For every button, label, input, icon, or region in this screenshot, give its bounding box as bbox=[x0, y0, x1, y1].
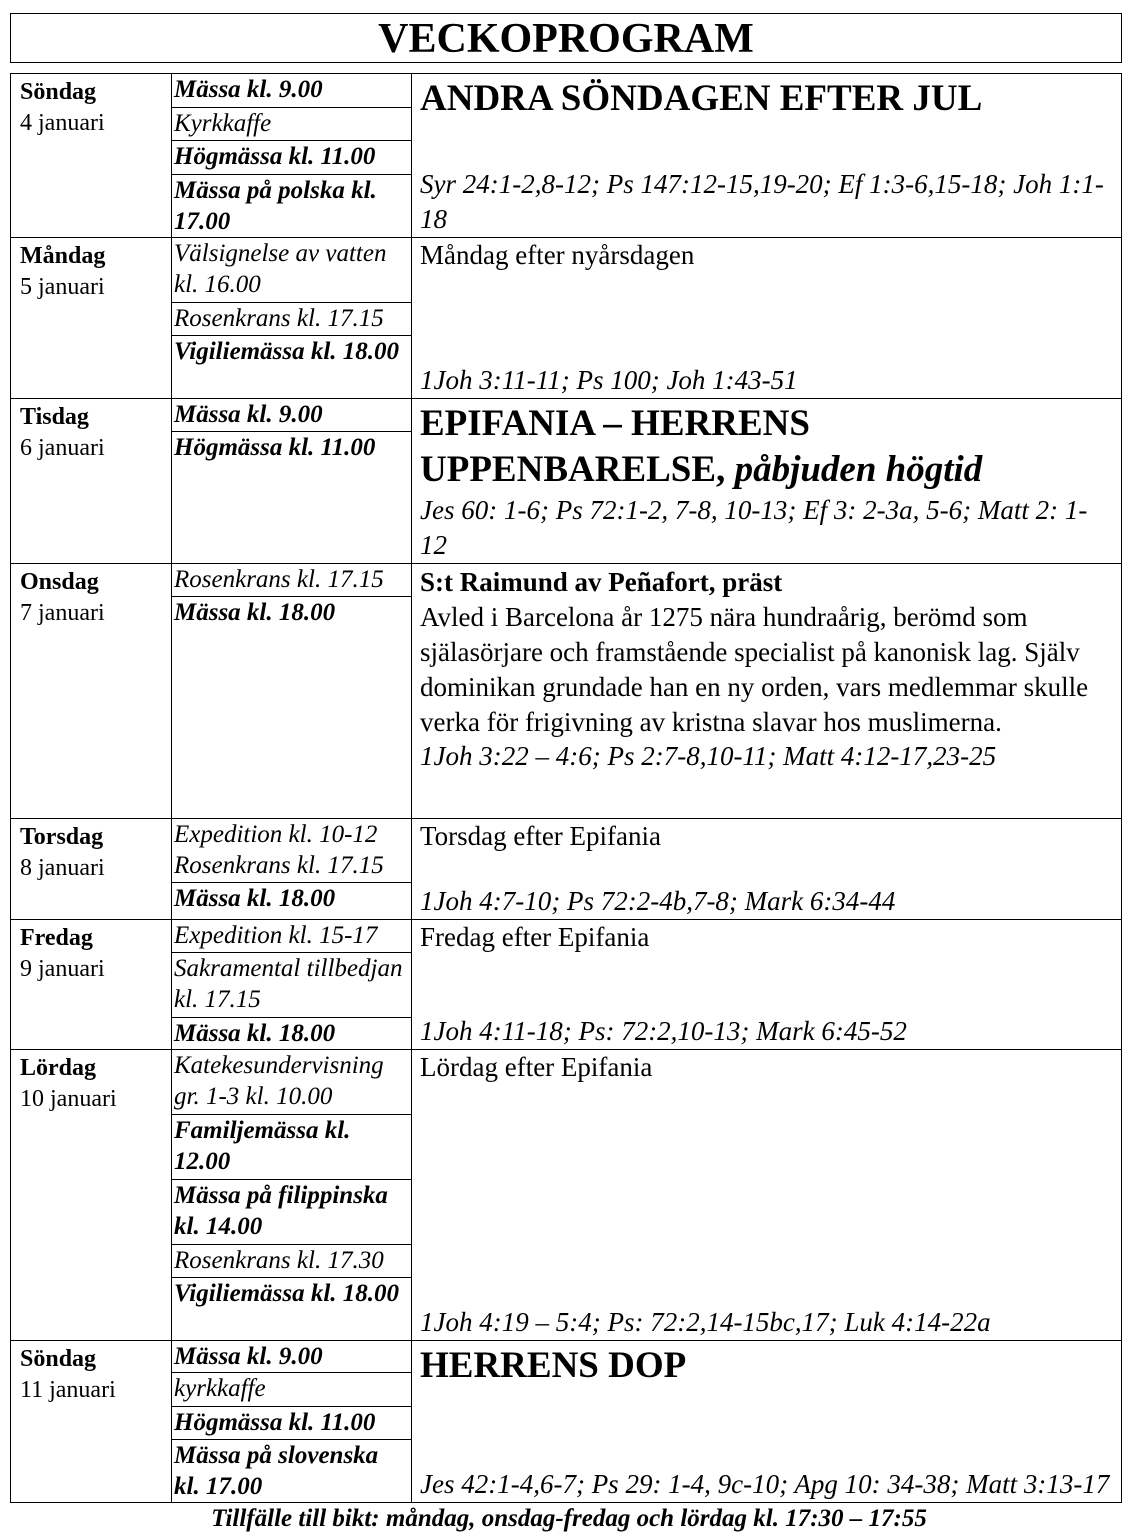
event-item: Kyrkkaffe bbox=[172, 108, 411, 142]
liturgy-cell bbox=[412, 74, 1121, 237]
event-item: Sakramental tillbedjan kl. 17.15 bbox=[172, 953, 411, 1018]
event-item: Mässa kl. 9.00 bbox=[172, 74, 411, 108]
day-row bbox=[10, 563, 1122, 818]
day-cell bbox=[11, 399, 172, 563]
event-item: Mässa på polska kl. 17.00 bbox=[174, 177, 377, 236]
liturgy-heading: Torsdag efter Epifania bbox=[420, 821, 661, 851]
day-name: Tisdag bbox=[20, 404, 89, 430]
day-name: Söndag bbox=[20, 1346, 97, 1372]
events-cell bbox=[172, 1050, 412, 1340]
day-cell bbox=[11, 1341, 172, 1502]
readings: Syr 24:1-2,8-12; Ps 147:12-15,19-20; Ef 1:3-6,15-18; Joh 1:1-18 bbox=[420, 169, 1104, 234]
events-cell bbox=[172, 564, 412, 818]
day-name: Lördag bbox=[20, 1055, 97, 1081]
day-row bbox=[10, 1049, 1122, 1340]
event-item: Mässa kl. 18.00 bbox=[174, 885, 336, 912]
day-row bbox=[10, 818, 1122, 919]
event-item: Mässa kl. 18.00 bbox=[174, 1020, 336, 1047]
liturgy-heading: Måndag efter nyårsdagen bbox=[420, 240, 695, 270]
event-item: Rosenkrans kl. 17.15 bbox=[172, 303, 411, 336]
day-name: Måndag bbox=[20, 243, 106, 269]
day-date: 9 januari bbox=[20, 956, 105, 982]
events-cell bbox=[172, 819, 412, 919]
event-item: Expedition kl. 10-12 bbox=[174, 821, 378, 848]
liturgy-cell bbox=[412, 819, 1121, 919]
liturgy-heading: ANDRA SÖNDAGEN EFTER JUL bbox=[420, 78, 983, 119]
event-item: Högmässa kl. 11.00 bbox=[172, 141, 411, 175]
day-date: 6 januari bbox=[20, 435, 105, 461]
day-date: 4 januari bbox=[20, 110, 105, 136]
day-row bbox=[10, 73, 1122, 237]
day-name: Torsdag bbox=[20, 824, 104, 850]
event-item: Rosenkrans kl. 17.30 bbox=[172, 1245, 411, 1278]
day-cell bbox=[11, 238, 172, 398]
event-item: Katekesundervisning gr. 1-3 kl. 10.00 bbox=[172, 1050, 411, 1115]
events-cell bbox=[172, 1341, 412, 1502]
heading-suffix: påbjuden högtid bbox=[734, 449, 983, 490]
event-item: Högmässa kl. 11.00 bbox=[174, 434, 376, 461]
events-cell bbox=[172, 238, 412, 398]
liturgy-heading: Fredag efter Epifania bbox=[420, 922, 650, 952]
day-name: Fredag bbox=[20, 925, 93, 951]
day-date: 11 januari bbox=[20, 1377, 116, 1403]
day-name: Onsdag bbox=[20, 569, 99, 595]
event-item: Mässa på slovenska kl. 17.00 bbox=[174, 1442, 379, 1500]
events-cell bbox=[172, 399, 412, 563]
heading-main: EPIFANIA – HERRENS UPPENBARELSE, bbox=[420, 403, 810, 490]
day-row bbox=[10, 398, 1122, 563]
saint-description: Avled i Barcelona år 1275 nära hundraårig, berömd som själasörjare och framstående specialist på kanonisk lag. Själv dominikan grundade han en ny orden, vars medlemmar skulle verka för frigivning av kristna slavar hos muslimerna. bbox=[420, 602, 1089, 737]
events-cell bbox=[172, 74, 412, 237]
readings: 1Joh 4:7-10; Ps 72:2-4b,7-8; Mark 6:34-44 bbox=[420, 886, 896, 916]
event-item: Välsignelse av vatten kl. 16.00 bbox=[172, 238, 411, 303]
day-cell bbox=[11, 819, 172, 919]
confession-note: Tillfälle till bikt: måndag, onsdag-fredag och lördag kl. 17:30 – 17:55 bbox=[211, 1505, 927, 1532]
readings: 1Joh 4:19 – 5:4; Ps: 72:2,14-15bc,17; Luk 4:14-22a bbox=[420, 1307, 991, 1337]
event-item: kyrkkaffe bbox=[172, 1373, 411, 1406]
readings: 1Joh 4:11-18; Ps: 72:2,10-13; Mark 6:45-52 bbox=[420, 1016, 907, 1046]
page-title: VECKOPROGRAM bbox=[10, 13, 1122, 63]
liturgy-heading bbox=[420, 399, 1113, 493]
event-item: Expedition kl. 15-17 bbox=[172, 920, 411, 953]
liturgy-cell bbox=[412, 1050, 1121, 1340]
event-item: Mässa kl. 9.00 bbox=[172, 399, 411, 432]
readings: 1Joh 3:11-11; Ps 100; Joh 1:43-51 bbox=[420, 365, 798, 395]
readings: 1Joh 3:22 – 4:6; Ps 2:7-8,10-11; Matt 4:12-17,23-25 bbox=[420, 741, 997, 771]
day-row bbox=[10, 1340, 1122, 1503]
day-name: Söndag bbox=[20, 79, 97, 105]
liturgy-cell bbox=[412, 238, 1121, 398]
liturgy-cell bbox=[412, 1341, 1121, 1502]
day-row bbox=[10, 919, 1122, 1049]
event-item: Mässa på filippinska kl. 14.00 bbox=[172, 1180, 411, 1245]
event-item: Mässa kl. 9.00 bbox=[172, 1341, 411, 1373]
day-cell bbox=[11, 564, 172, 818]
event-item: Rosenkrans kl. 17.15 bbox=[172, 850, 411, 883]
event-item: Vigiliemässa kl. 18.00 bbox=[174, 338, 400, 365]
events-cell bbox=[172, 920, 412, 1049]
liturgy-heading: S:t Raimund av Peñafort, präst bbox=[420, 567, 783, 597]
event-item: Mässa kl. 18.00 bbox=[174, 599, 336, 626]
event-item: Rosenkrans kl. 17.15 bbox=[172, 564, 411, 597]
day-date: 5 januari bbox=[20, 274, 105, 300]
day-cell bbox=[11, 920, 172, 1049]
day-date: 10 januari bbox=[20, 1086, 117, 1112]
day-cell bbox=[11, 74, 172, 237]
liturgy-cell bbox=[412, 564, 1121, 818]
readings: Jes 60: 1-6; Ps 72:1-2, 7-8, 10-13; Ef 3: 2-3a, 5-6; Matt 2: 1-12 bbox=[420, 495, 1088, 560]
event-item: Högmässa kl. 11.00 bbox=[172, 1407, 411, 1440]
day-date: 7 januari bbox=[20, 600, 105, 626]
day-date: 8 januari bbox=[20, 855, 105, 881]
readings: Jes 42:1-4,6-7; Ps 29: 1-4, 9c-10; Apg 10: 34-38; Matt 3:13-17 bbox=[420, 1469, 1110, 1499]
liturgy-cell bbox=[412, 920, 1121, 1049]
event-item: Vigiliemässa kl. 18.00 bbox=[174, 1280, 400, 1307]
event-item: Familjemässa kl. 12.00 bbox=[172, 1115, 411, 1180]
liturgy-heading: Lördag efter Epifania bbox=[420, 1052, 653, 1082]
day-row bbox=[10, 237, 1122, 398]
liturgy-heading: HERRENS DOP bbox=[420, 1345, 687, 1386]
day-cell bbox=[11, 1050, 172, 1340]
liturgy-cell bbox=[412, 399, 1121, 563]
